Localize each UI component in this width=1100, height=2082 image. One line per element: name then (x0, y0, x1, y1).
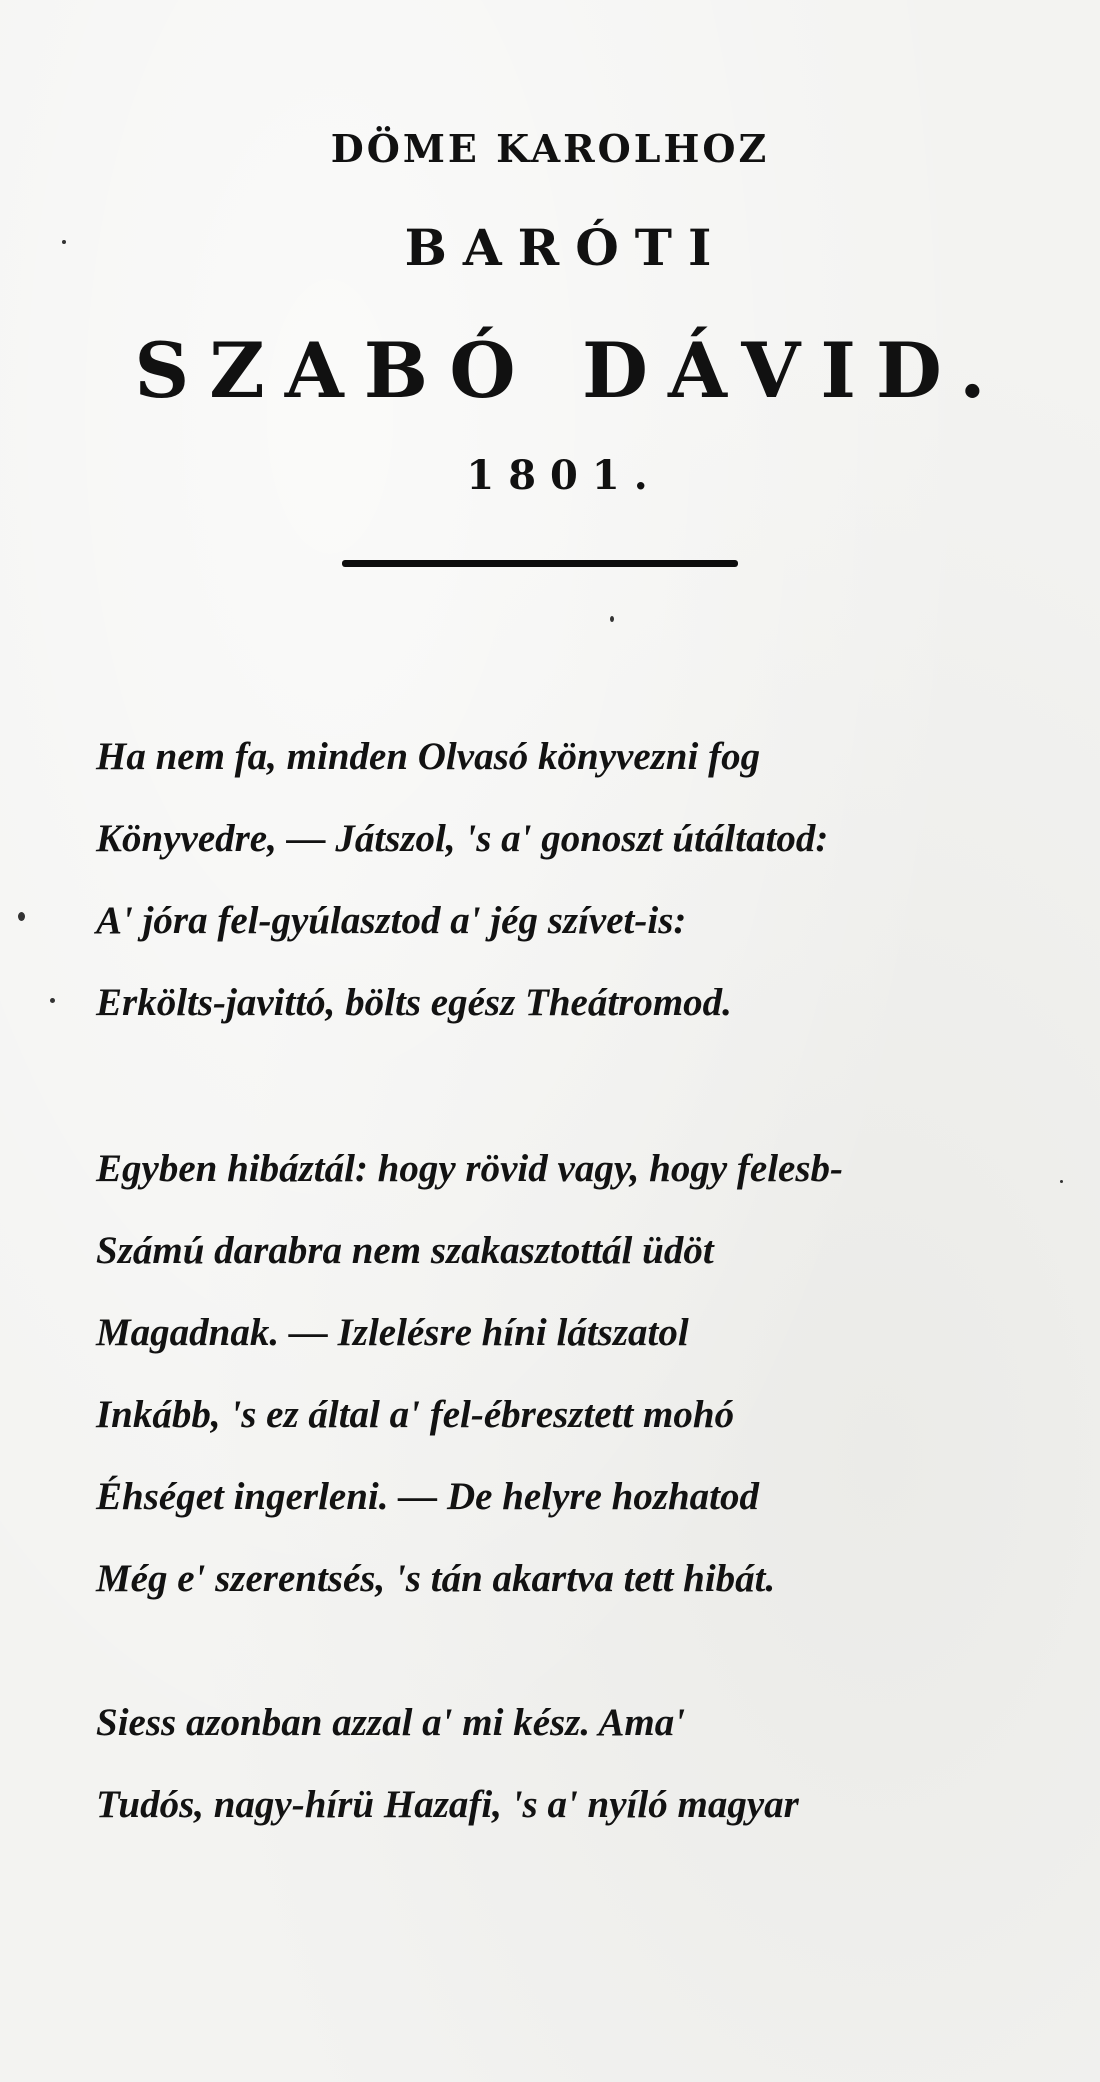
author-last-name: SZABÓ DÁVID. (134, 326, 1006, 415)
verse-line: Éhséget ingerleni. — De helyre hozhatod (96, 1475, 760, 1518)
verse-line: Számú darabra nem szakasztottál üdöt (96, 1229, 714, 1272)
print-speck (18, 912, 25, 921)
print-speck (62, 240, 66, 244)
verse-line: Tudós, nagy-hírü Hazafi, 's a' nyíló magyar (96, 1783, 799, 1826)
verse-line: A' jóra fel-gyúlasztod a' jég szívet-is: (96, 899, 687, 942)
author-first-name: BARÓTI (404, 218, 728, 277)
horizontal-rule (342, 560, 738, 567)
verse-line: Siess azonban azzal a' mi kész. Ama' (96, 1701, 686, 1744)
print-speck (610, 616, 614, 622)
verse-line: Még e' szerentsés, 's tán akartva tett hibát. (96, 1557, 776, 1600)
verse-line: Inkább, 's ez által a' fel-ébresztett mohó (96, 1393, 735, 1436)
poem-addressee: DÖME KAROLHOZ (330, 126, 770, 171)
print-speck (1060, 1180, 1063, 1183)
verse-line: Magadnak. — Izlelésre híni látszatol (96, 1311, 689, 1354)
verse-line: Könyvedre, — Játszol, 's a' gonoszt útáltatod: (96, 817, 829, 860)
year: 1801. (466, 452, 662, 499)
verse-line: Erkölts-javittó, bölts egész Theátromod. (96, 981, 732, 1024)
verse-line: Egyben hibáztál: hogy rövid vagy, hogy felesb- (96, 1147, 844, 1190)
print-speck (50, 998, 55, 1003)
verse-line: Ha nem fa, minden Olvasó könyvezni fog (96, 735, 761, 778)
